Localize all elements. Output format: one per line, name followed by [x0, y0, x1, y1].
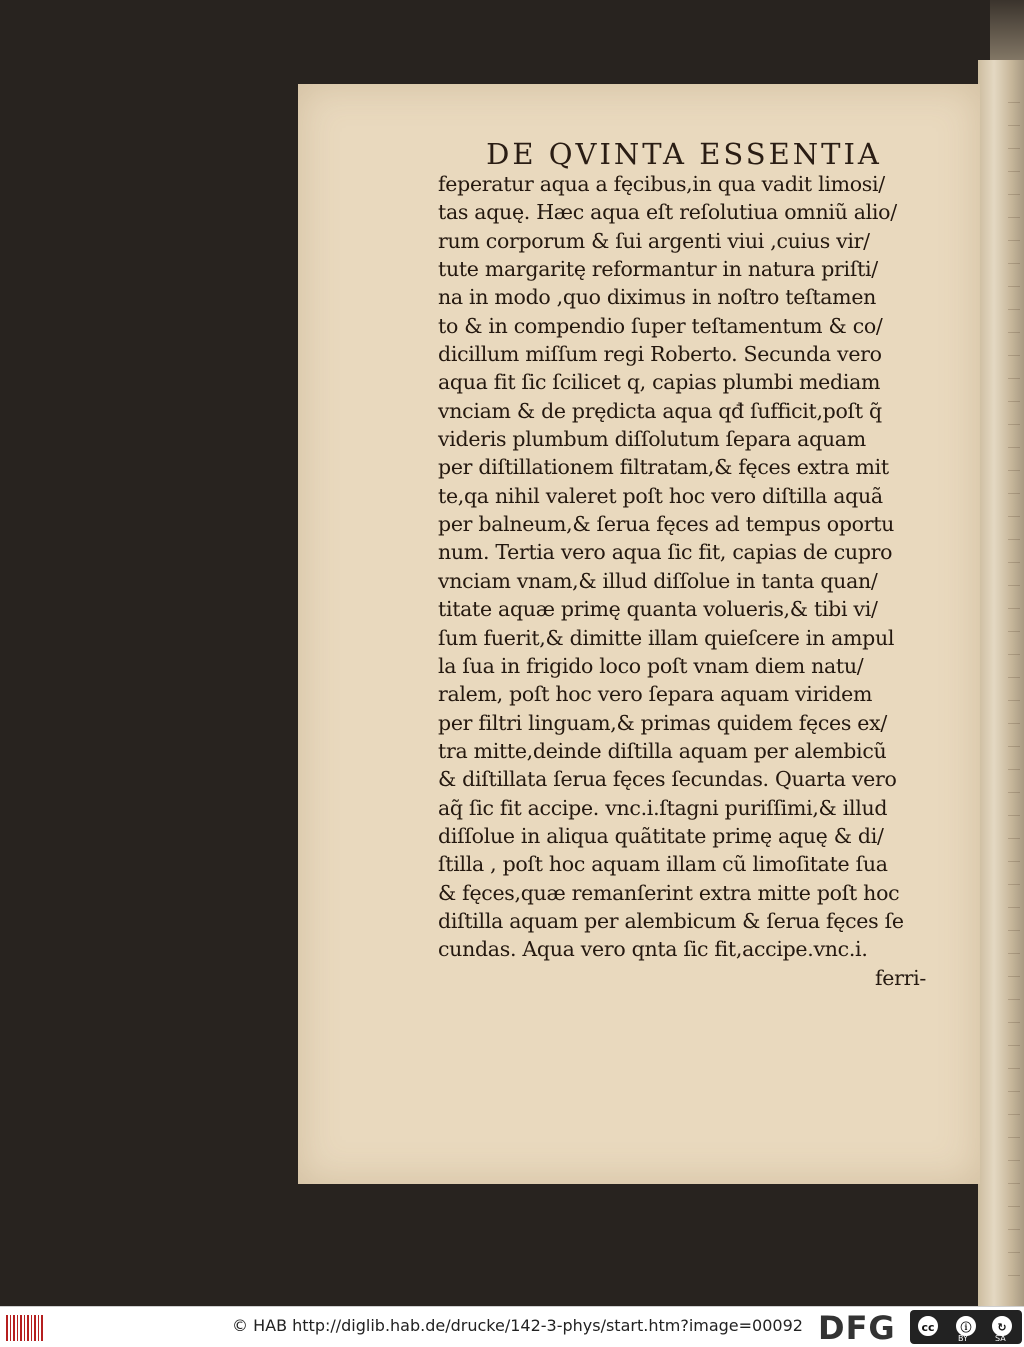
cc-icon: cc: [916, 1314, 940, 1338]
text-line: aq̃ ſic fit accipe. vnc.i.ſtagni puriſſimi,& illud: [438, 795, 888, 820]
text-line: na in modo ,quo diximus in noſtro teſtamen: [438, 285, 877, 310]
text-line: & fęces,quæ remanſerint extra mitte poſt hoc: [438, 880, 900, 905]
text-line: tas aquę. Hæc aqua eſt reſolutiua omniũ alio/: [438, 200, 897, 225]
text-line: cundas. Aqua vero qnta ſic fit,accipe.vnc.i.: [438, 937, 868, 962]
barcode-icon: [6, 1315, 44, 1341]
catchword: ferri-: [874, 965, 926, 990]
text-line: ralem, poſt hoc vero ſepara aquam viridem: [438, 682, 873, 707]
body-text: [438, 170, 948, 992]
attribution-icon: ⓘ: [954, 1314, 978, 1338]
text-block: [438, 134, 948, 992]
cc-license-badge[interactable]: [910, 1310, 1022, 1344]
sa-label: SA: [995, 1334, 1006, 1343]
text-line: titate aquæ primę quanta volueris,& tibi vi/: [438, 597, 878, 622]
text-line: feperatur aqua a fęcibus,in qua vadit limosi/: [438, 172, 885, 196]
text-line: per diſtillationem filtratam,& fęces extra mit: [438, 455, 889, 480]
dfg-logo: DFG: [818, 1309, 896, 1347]
text-line: num. Tertia vero aqua ſic fit, capias de cupro: [438, 540, 893, 565]
text-line: to & in compendio ſuper teſtamentum & co/: [438, 313, 883, 338]
text-line: vnciam vnam,& illud diſſolue in tanta quan/: [438, 568, 878, 593]
text-line: tute margaritę reformantur in natura priſti/: [438, 257, 878, 282]
text-line: aqua fit ſic ſcilicet q, capias plumbi mediam: [438, 370, 881, 395]
page-stack-lines: [1008, 80, 1020, 1280]
text-line: ſum fuerit,& dimitte illam quieſcere in ampul: [438, 625, 895, 650]
by-label: BY: [958, 1334, 968, 1343]
text-line: & diſtillata ſerua fęces ſecundas. Quarta vero: [438, 767, 897, 792]
source-credit-link[interactable]: © HAB http://diglib.hab.de/drucke/142-3-phys/start.htm?image=00092: [232, 1316, 803, 1335]
text-line: diſſolue in aliqua quãtitate primę aquę & di/: [438, 823, 884, 848]
viewer-footer: [0, 1306, 1024, 1347]
share-alike-icon: ↻: [990, 1314, 1014, 1338]
text-line: rum corporum & ſui argenti viui ,cuius vir/: [438, 228, 870, 253]
text-line: la ſua in frigido loco poſt vnam diem natu/: [438, 653, 864, 678]
text-line: vnciam & de prędicta aqua qđ ſufficit,poſt q̃: [438, 398, 882, 423]
text-line: ſtilla , poſt hoc aquam illam cũ limoſitate ſua: [438, 852, 888, 877]
running-head: DE QVINTA ESSENTIA: [486, 137, 882, 171]
text-line: diſtilla aquam per alembicum & ſerua fęces ſe: [438, 908, 904, 933]
text-line: per filtri linguam,& primas quidem fęces ex/: [438, 710, 888, 735]
text-line: per balneum,& ſerua fęces ad tempus oportu: [438, 512, 895, 537]
text-line: dicillum miſſum regi Roberto. Secunda vero: [438, 342, 882, 367]
text-line: tra mitte,deinde diſtilla aquam per alembicũ: [438, 738, 887, 763]
text-line: te,qa nihil valeret poſt hoc vero diſtilla aquã: [438, 483, 883, 508]
text-line: videris plumbum diſſolutum ſepara aquam: [438, 427, 866, 452]
book-page: [298, 84, 980, 1184]
